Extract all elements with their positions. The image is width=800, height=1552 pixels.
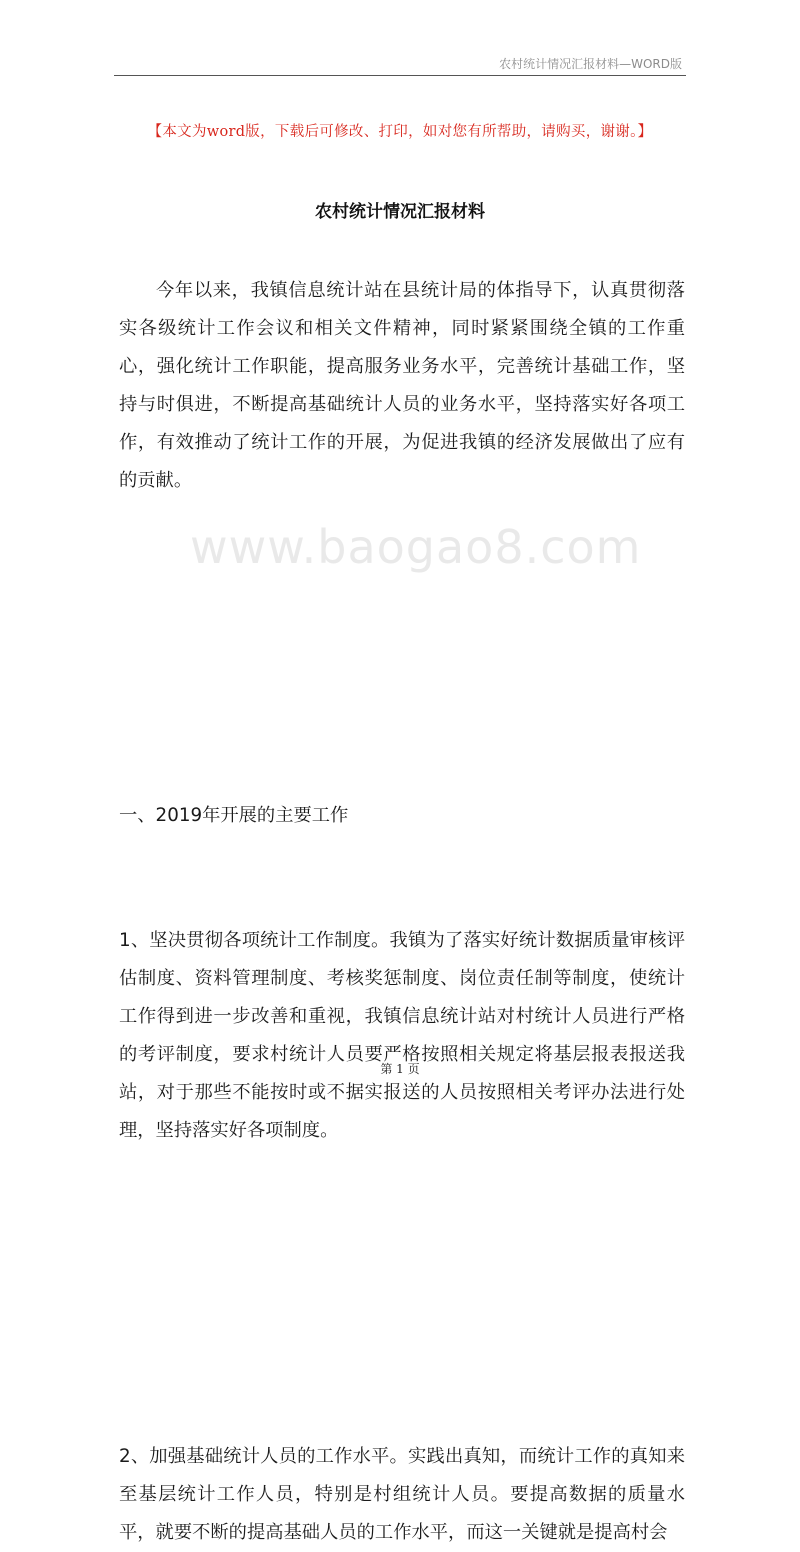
item-1-paragraph: 1、坚决贯彻各项统计工作制度。我镇为了落实好统计数据质量审核评估制度、资料管理制度、考核奖惩制度、岗位责任制等制度，使统计工作得到进一步改善和重视，我镇信息统计站对村统计人员进行严格的考评制度，要求村统计人员要严格按照相关规定将基层报表报送我站，对于那些不能按时或不据实报送的人员按照相关考评办法进行处理，坚持落实好各项制度。: [119, 930, 685, 1141]
document-title: 农村统计情况汇报材料: [315, 202, 485, 222]
watermark: www.baogao8.com: [190, 520, 642, 574]
section-heading: 一、2019年开展的主要工作: [119, 805, 349, 826]
purchase-notice: 【本文为word版，下载后可修改、打印，如对您有所帮助，请购买，谢谢。】: [147, 124, 653, 140]
item-2-paragraph: 2、加强基础统计人员的工作水平。实践出真知，而统计工作的真知来至基层统计工作人员，特别是村组统计人员。要提高数据的质量水平，就要不断的提高基础人员的工作水平，而这一关键就是提高村会: [119, 1446, 685, 1543]
running-header: 农村统计情况汇报材料—WORD版: [499, 57, 682, 71]
page-number: 第 1 页: [380, 1062, 420, 1076]
intro-paragraph: 今年以来，我镇信息统计站在县统计局的体指导下，认真贯彻落实各级统计工作会议和相关文件精神，同时紧紧围绕全镇的工作重心，强化统计工作职能，提高服务业务水平，完善统计基础工作，坚持与时俱进，不断提高基础统计人员的业务水平，坚持落实好各项工作，有效推动了统计工作的开展，为促进我镇的经济发展做出了应有的贡献。: [119, 280, 685, 491]
header-divider: [114, 75, 686, 76]
